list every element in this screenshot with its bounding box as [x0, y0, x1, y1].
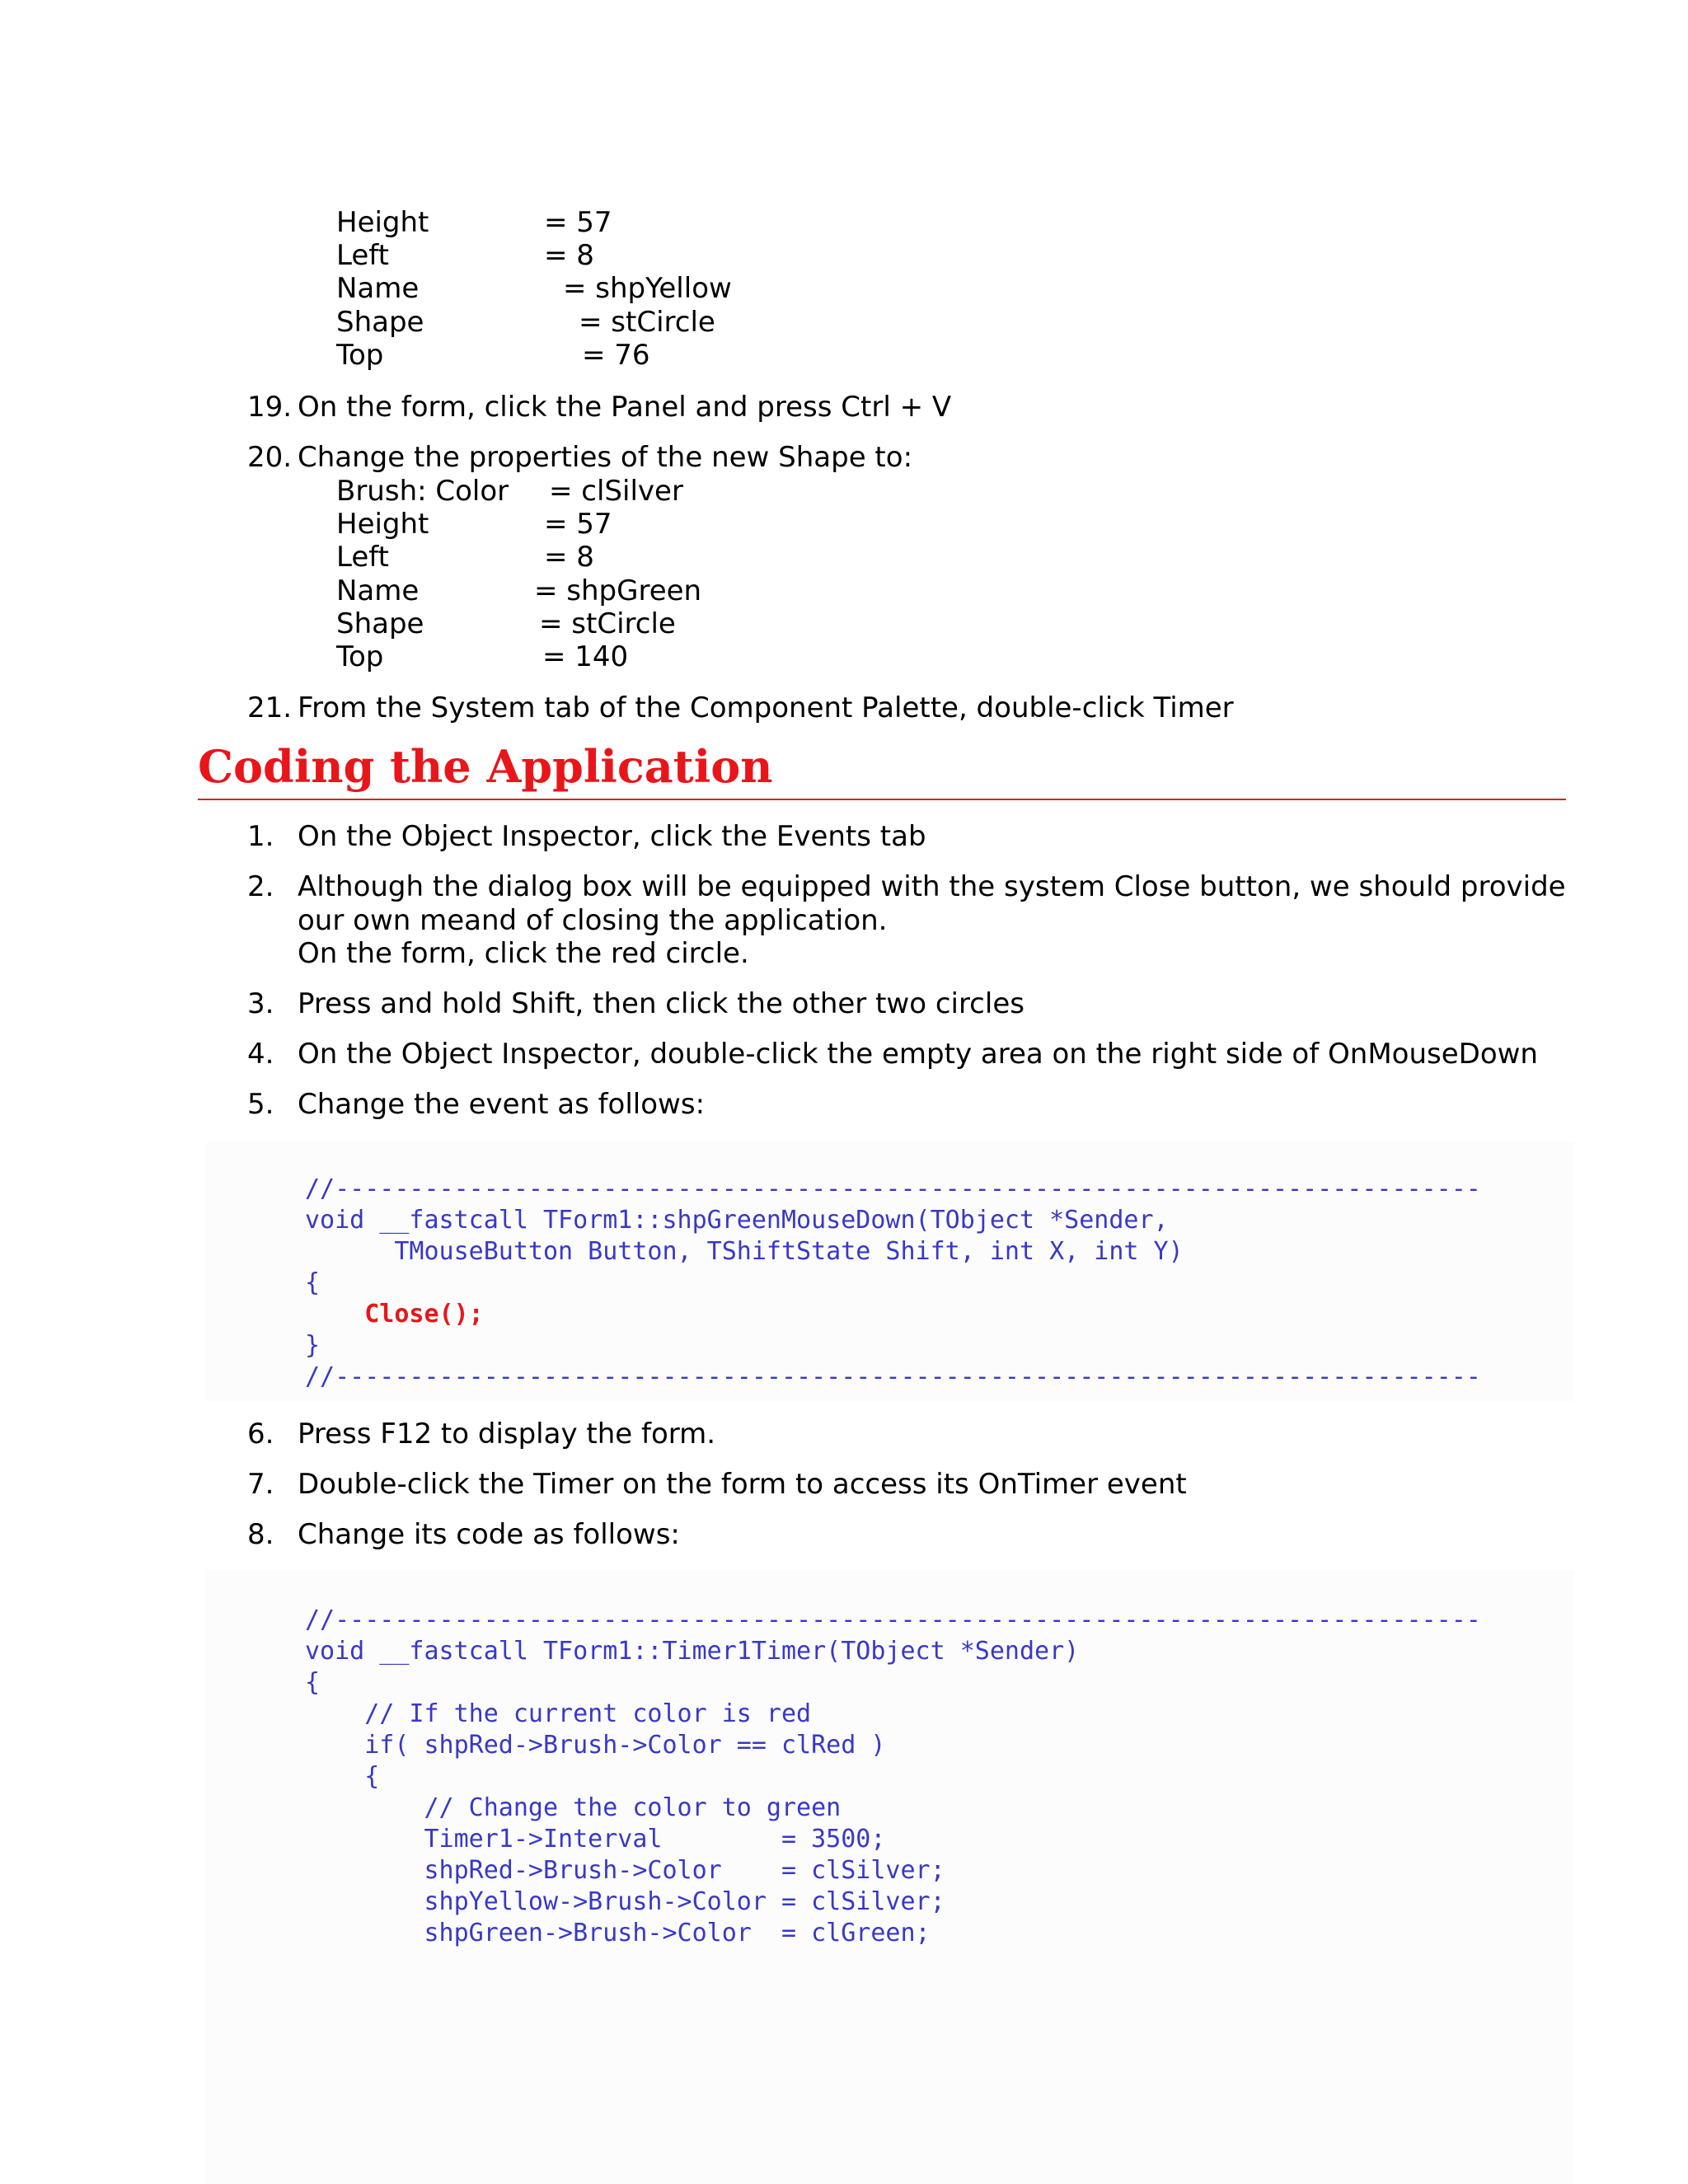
step-text: Change the properties of the new Shape to: [298, 441, 913, 474]
step-text: On the form, click the Panel and press Ctrl + V [298, 391, 952, 424]
code-line: // If the current color is red [305, 1699, 812, 1728]
step-text: On the form, click the red circle. [298, 937, 749, 970]
step-number: 2. [247, 870, 274, 903]
code-line: { [305, 1268, 321, 1297]
code-line: // Change the color to green [305, 1793, 842, 1822]
prop-name: Top [336, 640, 384, 673]
step-number: 20. [247, 441, 293, 474]
step-number: 6. [247, 1418, 274, 1451]
step-number: 4. [247, 1038, 274, 1071]
prop-name: Brush: Color [336, 475, 509, 508]
code-line: if( shpRed->Brush->Color == clRed ) [305, 1731, 886, 1760]
prop-name: Height [336, 508, 429, 541]
step-text: Press and hold Shift, then click the other two circles [298, 987, 1025, 1020]
prop-value: = stCircle [579, 306, 715, 339]
prop-name: Height [336, 206, 429, 239]
code-block-mouse-down [305, 1174, 1481, 1393]
code-line: Timer1->Interval = 3500; [305, 1825, 886, 1854]
prop-value: = 57 [544, 508, 612, 541]
code-line: //----------------------------------------------------------------------------- [305, 1605, 1481, 1634]
code-line: } [305, 1331, 321, 1360]
step-number: 21. [247, 691, 293, 724]
code-line: { [305, 1762, 380, 1791]
step-number: 8. [247, 1518, 274, 1551]
step-text: Change its code as follows: [298, 1518, 680, 1551]
prop-value: = shpYellow [563, 272, 732, 305]
code-line: shpGreen->Brush->Color = clGreen; [305, 1919, 931, 1947]
step-number: 7. [247, 1468, 274, 1501]
code-line: shpYellow->Brush->Color = clSilver; [305, 1887, 945, 1916]
step-text: On the Object Inspector, double-click the empty area on the right side of OnMouseDown [298, 1038, 1538, 1071]
prop-value: = 8 [544, 541, 594, 574]
code-block-timer [305, 1605, 1481, 1949]
prop-name: Left [336, 541, 389, 574]
heading-underline [198, 799, 1566, 800]
step-text: On the Object Inspector, click the Events tab [298, 820, 926, 853]
code-line-highlighted: Close(); [305, 1300, 484, 1329]
step-number: 3. [247, 987, 274, 1020]
step-text: Change the event as follows: [298, 1088, 706, 1121]
step-text: Press F12 to display the form. [298, 1418, 716, 1451]
prop-name: Left [336, 239, 389, 272]
code-line: //----------------------------------------------------------------------------- [305, 1362, 1481, 1391]
prop-name: Shape [336, 306, 424, 339]
code-line: void __fastcall TForm1::Timer1Timer(TObject *Sender) [305, 1637, 1080, 1666]
code-line: shpRed->Brush->Color = clSilver; [305, 1856, 945, 1885]
prop-name: Shape [336, 607, 424, 640]
code-line: //----------------------------------------------------------------------------- [305, 1174, 1481, 1203]
step-number: 19. [247, 391, 293, 424]
code-line: void __fastcall TForm1::shpGreenMouseDown(TObject *Sender, [305, 1206, 1169, 1235]
step-number: 5. [247, 1088, 274, 1121]
step-text: our own meand of closing the application. [298, 904, 888, 937]
prop-value: = 76 [582, 339, 650, 372]
prop-name: Name [336, 574, 420, 607]
prop-value: = 140 [542, 640, 629, 673]
prop-name: Name [336, 272, 420, 305]
prop-value: = clSilver [549, 475, 683, 508]
code-line: { [305, 1668, 321, 1697]
prop-value: = shpGreen [534, 574, 702, 607]
section-heading: Coding the Application [198, 740, 773, 793]
step-text: Although the dialog box will be equipped with the system Close button, we should provide [298, 870, 1566, 903]
prop-value: = 8 [544, 239, 594, 272]
prop-value: = 57 [544, 206, 612, 239]
step-text: Double-click the Timer on the form to access its OnTimer event [298, 1468, 1187, 1501]
code-line: TMouseButton Button, TShiftState Shift, int X, int Y) [305, 1237, 1184, 1266]
prop-value: = stCircle [539, 607, 676, 640]
prop-name: Top [336, 339, 384, 372]
step-text: From the System tab of the Component Palette, double-click Timer [298, 691, 1234, 724]
step-number: 1. [247, 820, 274, 853]
